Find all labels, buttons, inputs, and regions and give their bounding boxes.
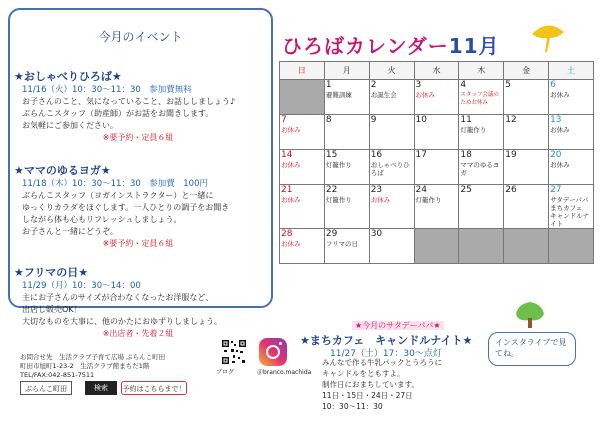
cafe-time: 11/27（土）17：30～点灯 [330,349,442,359]
day-number: 22 [325,185,338,195]
day-number: 11 [460,115,472,125]
calendar-day-cell [414,80,459,115]
day-note: お休み [370,196,391,204]
instagram-ring [266,345,280,359]
reserve-button[interactable]: 予約はこちらまで！ [121,381,187,395]
day-number: 25 [460,185,472,195]
calendar-day-cell [549,115,594,150]
calendar-day-cell [504,80,549,115]
day-number: 4 [460,80,467,90]
event-line: ぶらんこスタッフ（ヨガインストラクター）と一緒に [22,191,214,200]
day-note: お休み [415,91,436,99]
day-note: お休み [550,126,570,134]
day-number: 23 [370,185,383,195]
calendar-week-row [280,80,594,115]
calendar-day-cell [324,185,369,229]
cafe-line: 10：30～11：30 [322,402,383,411]
calendar-day-cell [280,185,325,229]
day-number: 12 [505,115,517,125]
day-number: 6 [550,80,556,90]
instagram-dot [279,342,282,345]
day-number: 19 [505,150,517,160]
calendar-day-cell [369,229,414,264]
calendar-grid [279,61,594,264]
calendar-day-cell [549,80,594,115]
event-note: ※出店者・先着２組 [102,329,174,338]
day-number: 21 [281,185,293,195]
calendar-day-cell [324,115,369,150]
events-panel [8,8,273,308]
tree-icon [510,300,550,330]
calendar-week-row [280,115,594,150]
calendar-day-cell [280,229,325,264]
contact-line: お問合せ先 生活クラブ子育て広場 ぶらんこ町田 [20,353,166,361]
weekday-sun: 日 [280,62,325,80]
contact-line: TEL/FAX:042-851-7511 [20,371,95,379]
day-number: 20 [550,150,562,160]
day-number: 3 [415,80,422,90]
calendar-day-cell [504,115,549,150]
search-button[interactable]: 検索 [85,381,117,395]
day-number: 28 [281,229,293,239]
calendar-day-cell [459,80,504,115]
event-note: ※要予約・定員６組 [102,133,174,142]
day-note: おしゃべりひろば [370,161,410,177]
event-line: 大切なものを大事に、他のかたにおゆずりしましょう。 [22,317,222,326]
day-note: サタデーパパ まちカフェ キャンドルナイト [550,196,595,228]
papa-label [352,320,444,331]
event-line: ゆっくりカラダをほぐします。一人ひとりの調子をお聞き [22,203,230,212]
calendar-body [280,80,594,264]
day-number: 15 [325,150,338,160]
calendar-day-cell [459,229,504,264]
event-line: お子さんと一緒にどうぞ。 [22,227,118,236]
calendar-week-row [280,185,594,229]
cafe-title: ★まちカフェ キャンドルナイト★ [300,334,473,347]
event-3 [14,266,262,340]
calendar-title-month: 11月 [448,34,500,58]
event-line: お気軽にご参加ください。 [22,121,118,130]
calendar-day-cell [504,229,549,264]
cafe-line: 制作日におまちしています。 [322,380,419,389]
calendar-week-row [280,229,594,264]
day-note: お休み [281,240,301,248]
event-line: ぶらんこスタッフ（助産師）がお話をお聞きします。 [22,109,214,118]
day-note: 灯籠作り [325,196,352,204]
event-line: 主にお子さんのサイズが合わなくなったお洋服など、 [22,293,214,302]
day-number: 2 [370,80,377,90]
event-2 [14,164,262,250]
branco-search-box[interactable]: ぶらんこ町田 [20,381,72,395]
cafe-line: 11日・15日・24日・27日 [322,391,413,400]
day-note: 灯籠作り [460,126,487,134]
calendar-week-row [280,150,594,185]
weekday-tue: 火 [369,62,414,80]
day-note: お休み [550,91,570,99]
event-date: 11/29（月）10：30～14：00 [22,281,141,291]
day-note: 避難訓練 [325,91,352,99]
event-line: しながら体も心もリフレッシュしましょう。 [22,215,182,224]
day-number: 9 [370,115,377,125]
calendar-day-cell [280,80,325,115]
calendar-day-cell [414,185,459,229]
weekday-thu: 木 [459,62,504,80]
weekday-row [280,62,594,80]
ginkgo-leaf-icon [528,22,568,54]
day-number: 8 [325,115,332,125]
day-number: 13 [550,115,562,125]
day-number: 16 [370,150,383,160]
calendar-title [282,30,500,59]
calendar-day-cell [369,185,414,229]
calendar-day-cell [459,150,504,185]
calendar-day-cell [549,229,594,264]
weekday-wed: 水 [414,62,459,80]
day-note: お誕生会 [370,91,397,99]
events-title: 今月のイベント [98,30,183,44]
day-number: 10 [415,115,427,125]
day-number: 29 [325,229,338,239]
event-line: 出店し販売OK！ [22,305,82,314]
day-number: 18 [460,150,472,160]
calendar-day-cell [414,150,459,185]
event-date: 11/16（火）10：30～11：30 参加費無料 [22,85,192,95]
day-number: 5 [505,80,511,90]
contact-line: 町田市旭町1-23-2 生活クラブ館まちだ1階 [20,362,150,370]
calendar-day-cell [369,80,414,115]
instagram-live-bubble: インスタライブで見てね。 [488,332,576,366]
qr-code-icon[interactable] [221,339,247,365]
papa-label-text: ★今月のサタデーパパ★ [352,321,444,330]
cafe-line: みんなで作る牛乳パックとうろうに [322,358,442,367]
event-date: 11/18（木）10：30～11：30 参加費 100円 [22,179,208,189]
event-1 [14,70,262,144]
day-number: 17 [415,150,427,160]
calendar-day-cell [414,115,459,150]
weekday-fri: 金 [504,62,549,80]
blog-label: ブログ [216,369,235,376]
calendar-day-cell [414,229,459,264]
event-heading: ★フリマの日★ [14,266,89,279]
day-note: お休み [281,196,301,204]
cafe-line: キャンドルをともすよ。 [322,369,405,378]
day-number: 7 [281,115,287,125]
calendar-day-cell [324,80,369,115]
contact-info [20,353,210,380]
calendar-day-cell [369,150,414,185]
day-number: 26 [505,185,517,195]
instagram-icon[interactable] [259,338,287,366]
day-note: フリマの日 [325,240,358,248]
calendar-day-cell [324,150,369,185]
weekday-mon: 月 [324,62,369,80]
event-heading: ★ママのゆるヨガ★ [14,164,111,177]
event-line: お子さんのこと、気になっていること、お話ししましょう♪ [22,97,236,106]
calendar-day-cell [459,115,504,150]
day-number: 14 [281,150,293,160]
weekday-sat: 土 [549,62,594,80]
calendar-title-text: ひろばカレンダー [282,34,449,58]
day-note: 灯籠作り [415,196,442,204]
day-note: スタッフ会議のためお休み [460,92,499,106]
calendar-day-cell [549,185,594,229]
day-number: 24 [415,185,427,195]
day-note: ママのゆるヨガ [460,161,500,177]
cafe-body [322,357,492,412]
day-note: お休み [281,126,301,134]
day-number: 1 [325,80,332,90]
day-note: 灯籠作り [325,161,352,169]
calendar-day-cell [504,185,549,229]
event-note: ※要予約・定員６組 [102,239,174,248]
calendar-day-cell [369,115,414,150]
instagram-id: ＠branco.machida [257,369,312,376]
calendar-day-cell [549,150,594,185]
calendar-day-cell [280,150,325,185]
calendar-day-cell [459,185,504,229]
day-number: 30 [370,229,383,239]
calendar-day-cell [280,115,325,150]
event-heading: ★おしゃべりひろば★ [14,70,122,83]
day-note: お休み [281,161,301,169]
day-note: お休み [550,161,570,169]
calendar-day-cell [504,150,549,185]
day-number: 27 [550,185,562,195]
calendar-day-cell [324,229,369,264]
